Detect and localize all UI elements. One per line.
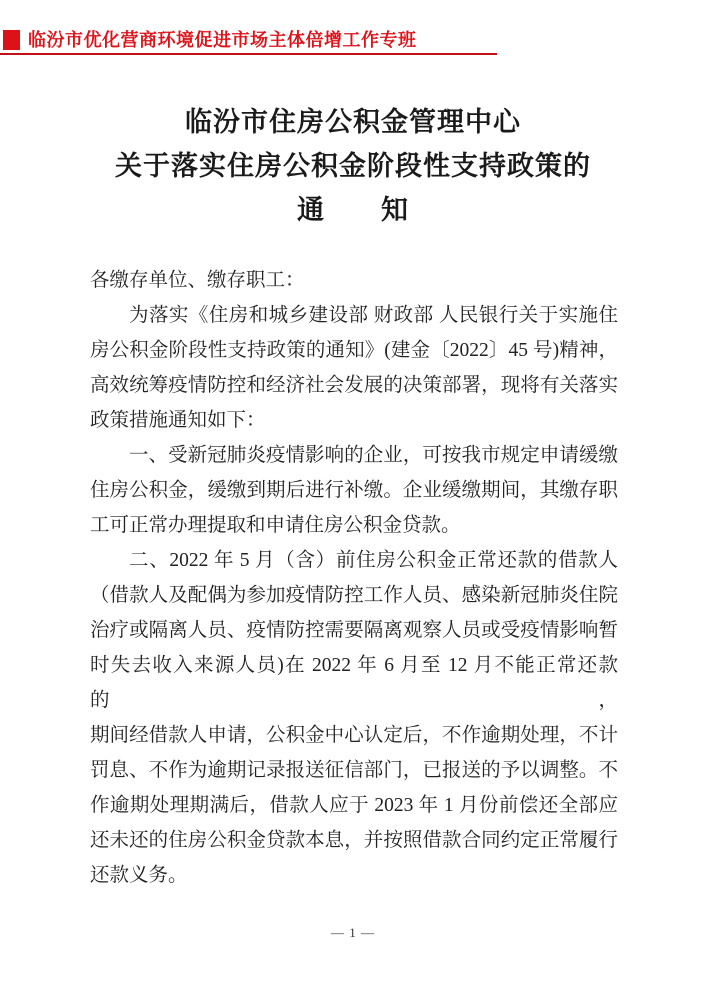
document-title-line-1: 临汾市住房公积金管理中心 bbox=[185, 107, 521, 137]
body-text-line: 高效统筹疫情防控和经济社会发展的决策部署，现将有关落实 bbox=[90, 375, 618, 396]
body-text-line: 时失去收入来源人员)在 2022 年 6 月至 12 月不能正常还款的， bbox=[90, 655, 618, 711]
body-text-line: 罚息、不作为逾期记录报送征信部门，已报送的予以调整。不 bbox=[90, 760, 618, 781]
red-square-icon bbox=[3, 30, 20, 50]
body-text-line: 房公积金阶段性支持政策的通知》(建金〔2022〕45 号)精神， bbox=[90, 340, 618, 361]
body-text-line: 工可正常办理提取和申请住房公积金贷款。 bbox=[90, 515, 461, 536]
document-title-line-3: 通 知 bbox=[297, 195, 409, 225]
document-title-line-2: 关于落实住房公积金阶段性支持政策的 bbox=[115, 151, 591, 181]
body-text-line: 还款义务。 bbox=[90, 865, 188, 886]
body-text-line: 住房公积金，缓缴到期后进行补缴。企业缓缴期间，其缴存职 bbox=[90, 480, 618, 501]
red-header-banner bbox=[0, 29, 706, 51]
body-text-line: 二、2022 年 5 月（含）前住房公积金正常还款的借款人 bbox=[129, 550, 618, 571]
banner-title: 临汾市优化营商环境促进市场主体倍增工作专班 bbox=[28, 30, 417, 50]
document-body bbox=[90, 263, 618, 893]
body-text-line: 治疗或隔离人员、疫情防控需要隔离观察人员或受疫情影响暂 bbox=[90, 620, 618, 641]
body-text-line: 各缴存单位、缴存职工： bbox=[90, 270, 305, 291]
body-text-line: 为落实《住房和城乡建设部 财政部 人民银行关于实施住 bbox=[129, 305, 618, 326]
body-text-line: 还未还的住房公积金贷款本息，并按照借款合同约定正常履行 bbox=[90, 830, 618, 851]
body-text-line: 一、受新冠肺炎疫情影响的企业，可按我市规定申请缓缴 bbox=[129, 445, 618, 466]
red-divider-line bbox=[0, 53, 497, 55]
body-text-line: 政策措施通知如下： bbox=[90, 410, 266, 431]
body-text-line: （借款人及配偶为参加疫情防控工作人员、感染新冠肺炎住院 bbox=[90, 585, 618, 606]
body-text-line: 期间经借款人申请，公积金中心认定后，不作逾期处理，不计 bbox=[90, 725, 618, 746]
body-text-line: 作逾期处理期满后，借款人应于 2023 年 1 月份前偿还全部应 bbox=[90, 795, 618, 816]
page-number: — 1 — bbox=[331, 925, 375, 940]
document-title bbox=[0, 100, 706, 232]
